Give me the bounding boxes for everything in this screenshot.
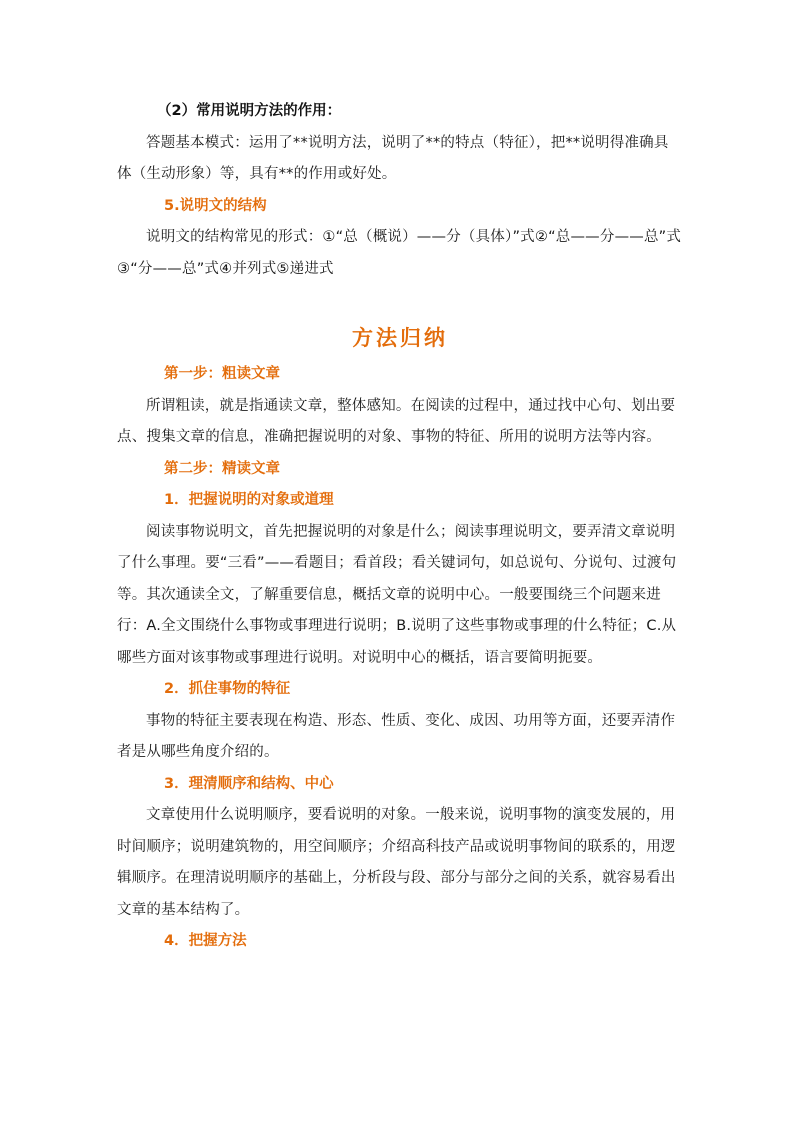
step2-item-3-heading: 3．理清顺序和结构、中心 — [164, 775, 334, 792]
step2-item-2-heading: 2．抓住事物的特征 — [164, 681, 291, 697]
step2-heading: 第二步：精读文章 — [164, 460, 280, 477]
paragraph-answer-template: 答题基本模式：运用了**说明方法，说明了**的特点（特征），把**说明得准确具体（生动形象）等，具有**的作用或好处。 — [117, 134, 669, 182]
section-heading-structure: 5.说明文的结构 — [164, 197, 267, 214]
main-title: 方法归纳 — [352, 325, 448, 350]
step2-item-1-paragraph: 阅读事物说明文，首先把握说明的对象是什么；阅读事理说明文，要弄清文章说明了什么事理。要“三看”——看题目；看首段；看关键词句，如总说句、分说句、过渡句等。其次通读全文，了解重要信息，概括文章的说明中心。一般要围绕三个问题来进行：A.全文围绕什么事物或事理进行说明；B.说明了这些事物或事理的什么特征；C.从哪些方面对该事物或事理进行说明。对说明中心的概括，语言要简明扼要。 — [117, 523, 677, 666]
paragraph-structure-forms: 说明文的结构常见的形式：①“总（概说）——分（具体）”式②“总——分——总”式③“分——总”式④并列式⑤递进式 — [117, 229, 682, 277]
step1-paragraph: 所谓粗读，就是指通读文章，整体感知。在阅读的过程中，通过找中心句、划出要点、搜集文章的信息，准确把握说明的对象、事物的特征、所用的说明方法等内容。 — [117, 397, 676, 445]
step2-item-3-paragraph: 文章使用什么说明顺序，要看说明的对象。一般来说，说明事物的演变发展的，用时间顺序；说明建筑物的，用空间顺序；介绍高科技产品或说明事物间的联系的，用逻辑顺序。在理清说明顺序的基础上，分析段与段、部分与部分之间的关系，就容易看出文章的基本结构了。 — [117, 807, 676, 918]
step2-item-1-heading: 1．把握说明的对象或道理 — [164, 492, 334, 508]
document-content — [117, 96, 683, 958]
step2-item-4-heading: 4．把握方法 — [164, 933, 247, 949]
step1-heading: 第一步：粗读文章 — [164, 366, 280, 382]
section-heading-explanation-methods: （2）常用说明方法的作用： — [157, 103, 342, 119]
step2-item-2-paragraph: 事物的特征主要表现在构造、形态、性质、变化、成因、功用等方面，还要弄清作者是从哪些角度介绍的。 — [117, 712, 676, 760]
